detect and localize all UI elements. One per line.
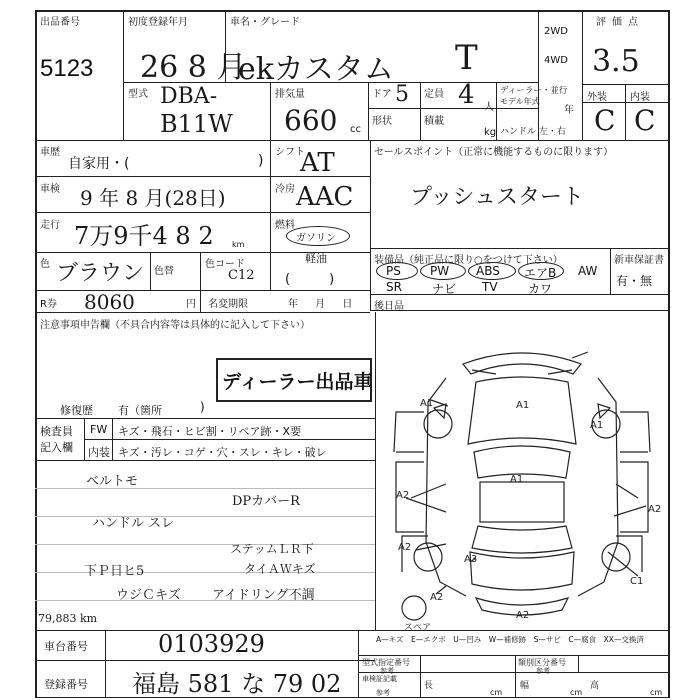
inspection-label: 車検 bbox=[40, 184, 60, 195]
load-unit: kg bbox=[484, 127, 497, 138]
color-code-label: 色コード bbox=[205, 259, 245, 270]
equip-navi: ナビ bbox=[432, 282, 457, 296]
equipment-grid bbox=[372, 262, 608, 294]
chassis-number: 0103929 bbox=[158, 630, 265, 658]
fuel-label: 燃料 bbox=[275, 220, 295, 231]
shift-label: シフト bbox=[275, 147, 305, 158]
recycle-label: R券 bbox=[40, 299, 57, 310]
warranty-value: 有・無 bbox=[616, 274, 653, 288]
mileage-value: 7万9千4 8 2 bbox=[74, 222, 214, 250]
load-label: 積載 bbox=[424, 116, 444, 127]
model-year-label: モデル年式 bbox=[500, 97, 540, 106]
name-change-value: 年 月 日 bbox=[288, 299, 353, 310]
history-value: 自家用・( bbox=[68, 156, 130, 172]
color-change-label: 色替 bbox=[154, 266, 174, 277]
width-unit: cm bbox=[570, 688, 583, 697]
inspector-note: 下Ｐ日ヒ5 bbox=[84, 564, 145, 579]
ac-value: AAC bbox=[296, 182, 354, 212]
doors-value: 5 bbox=[395, 82, 409, 107]
frame-top bbox=[35, 10, 670, 12]
interior-check-label: 内装 bbox=[88, 446, 110, 459]
inspector-note: ステッムＬＲ下 bbox=[230, 542, 314, 556]
interior-grade: C bbox=[634, 104, 656, 137]
car-name: ekカスタム bbox=[238, 52, 394, 87]
width-label: 幅 bbox=[520, 681, 530, 691]
color-code-value: C12 bbox=[228, 268, 255, 283]
vin-ref: 参考 bbox=[376, 689, 390, 697]
sales-point-value: プッシュスタート bbox=[410, 185, 585, 210]
interior-check-value: キズ・汚レ・コゲ・穴・スレ・キレ・破レ bbox=[118, 446, 327, 459]
dealer-stamp-box bbox=[216, 358, 372, 402]
damage-mark: A2 bbox=[396, 490, 410, 501]
first-registration-value: 26 8 月 bbox=[140, 50, 247, 85]
color-label: 色 bbox=[40, 259, 50, 270]
damage-mark: C1 bbox=[630, 576, 644, 587]
shift-value: AT bbox=[300, 148, 335, 178]
category-ref: 参考 bbox=[536, 667, 550, 675]
rear-item-label: 後日品 bbox=[374, 301, 404, 312]
warranty-label: 新車保証書 bbox=[614, 255, 664, 266]
inspector-note: ウジＣキズ bbox=[116, 588, 181, 603]
color-value: ブラウン bbox=[56, 261, 145, 286]
length-label: 長 bbox=[424, 681, 434, 691]
ac-label: 冷房 bbox=[275, 184, 295, 195]
equip-abs: ABS bbox=[476, 264, 500, 278]
plate-number: 福島 581 な 79 02 bbox=[132, 670, 342, 698]
height-unit: cm bbox=[650, 688, 663, 697]
damage-mark: A1 bbox=[590, 420, 604, 431]
length-unit: cm bbox=[490, 688, 503, 697]
capacity-unit: 人 bbox=[484, 102, 494, 113]
mileage-unit: km bbox=[232, 240, 245, 249]
equip-aw: AW bbox=[578, 264, 598, 278]
vin-label: 車検証記載 bbox=[362, 675, 397, 683]
model-designation-ref: 参考 bbox=[380, 667, 394, 675]
dealer-parallel: ディーラー・並行 bbox=[500, 86, 568, 96]
repair-label: 修復歴 bbox=[60, 404, 93, 417]
equip-leather: カワ bbox=[528, 282, 553, 296]
mileage-label: 走行 bbox=[40, 220, 60, 231]
capacity-value: 4 bbox=[458, 80, 475, 110]
damage-mark: A2 bbox=[648, 504, 662, 515]
interior-label: 内装 bbox=[630, 92, 650, 103]
equip-ps: PS bbox=[386, 264, 401, 278]
name-change-label: 名変期限 bbox=[208, 299, 248, 310]
model-year-unit: 年 bbox=[564, 105, 574, 116]
equipment-label: 装備品（純正品に限り○をつけて下さい） bbox=[374, 255, 563, 266]
dealer-stamp: ディーラー出品車 bbox=[222, 371, 373, 393]
displacement-label: 排気量 bbox=[275, 89, 305, 100]
model-designation-label: 型式指定番号 bbox=[362, 658, 410, 667]
model-value-1: DBA- bbox=[160, 84, 218, 109]
exterior-label: 外装 bbox=[587, 92, 607, 103]
doors-label: ドア bbox=[372, 89, 392, 100]
history-label: 車歴 bbox=[40, 147, 60, 158]
first-registration-label: 初度登録年月 bbox=[128, 17, 188, 28]
drive-2wd: 2WD bbox=[544, 26, 568, 37]
recycle-yen: 円 bbox=[186, 299, 196, 310]
damage-mark: A2 bbox=[430, 592, 444, 603]
lot-number: 5123 bbox=[40, 55, 94, 82]
recycle-value: 8060 bbox=[84, 290, 135, 314]
fw-label: FW bbox=[90, 423, 108, 436]
capacity-label: 定員 bbox=[424, 89, 444, 100]
handle-label: ハンドル 左・右 bbox=[500, 127, 566, 137]
inspector-note: ベルトモ bbox=[86, 474, 139, 489]
lot-number-label: 出品番号 bbox=[40, 17, 80, 28]
inspector-note: アイドリング不調 bbox=[212, 588, 315, 603]
car-damage-diagram bbox=[376, 312, 668, 630]
damage-mark: A1 bbox=[516, 400, 530, 411]
score-value: 3.5 bbox=[592, 44, 640, 79]
notes-label: 注意事項申告欄（不具合内容等は具体的に記入して下さい） bbox=[40, 320, 310, 331]
equip-sr: SR bbox=[386, 280, 402, 294]
inspector-note: タイＡＷキズ bbox=[244, 562, 316, 576]
inspection-value: 9 年 8 月(28日) bbox=[80, 186, 226, 210]
inspector-note: ハンドル スレ bbox=[92, 516, 175, 531]
drive-4wd: 4WD bbox=[544, 55, 568, 66]
inspector-note: DPカバーR bbox=[232, 494, 300, 509]
exterior-grade: C bbox=[594, 104, 616, 137]
damage-mark: A2 bbox=[516, 610, 530, 621]
fuel-gasoline: ガソリン bbox=[296, 233, 336, 244]
damage-mark: A1 bbox=[510, 474, 524, 485]
inspector-extra-note: 79,883 km bbox=[38, 612, 98, 625]
sales-point-label: セールスポイント（正常に機能するものに限ります） bbox=[374, 147, 614, 158]
equip-pw: PW bbox=[430, 264, 450, 278]
spare-label: スペア bbox=[404, 623, 432, 630]
equip-airbag: エアB bbox=[524, 266, 557, 280]
equip-tv: TV bbox=[482, 280, 498, 294]
grade: T bbox=[455, 38, 478, 78]
inspector-label: 検査員記入欄 bbox=[40, 425, 73, 454]
damage-mark: A3 bbox=[464, 554, 478, 565]
damage-mark: A1 bbox=[420, 398, 434, 409]
frame-right bbox=[668, 10, 670, 698]
damage-mark: A2 bbox=[398, 542, 412, 553]
plate-label: 登録番号 bbox=[44, 678, 88, 691]
displacement-unit: cc bbox=[350, 124, 361, 135]
score-label: 評価点 bbox=[596, 17, 644, 28]
category-label: 類別区分番号 bbox=[518, 658, 566, 667]
model-label: 型式 bbox=[128, 89, 148, 100]
shape-label: 形状 bbox=[372, 116, 392, 127]
fuel-light-oil: 軽油 bbox=[305, 252, 327, 265]
displacement-value: 660 bbox=[284, 104, 338, 137]
car-name-grade-label: 車名・グレード bbox=[230, 17, 300, 28]
height-label: 高 bbox=[590, 681, 600, 691]
fw-value: キズ・飛石・ヒビ割・リペア跡・X要 bbox=[118, 425, 302, 438]
frame-left bbox=[35, 10, 37, 698]
chassis-label: 車台番号 bbox=[44, 640, 88, 653]
model-value-2: B11W bbox=[160, 110, 233, 138]
damage-legend: A—キズ E—エクボ U—凹み W—補修跡 S—サビ C—腐食 XX—交換済 bbox=[376, 635, 644, 644]
repair-value: 有（箇所 bbox=[118, 404, 162, 417]
